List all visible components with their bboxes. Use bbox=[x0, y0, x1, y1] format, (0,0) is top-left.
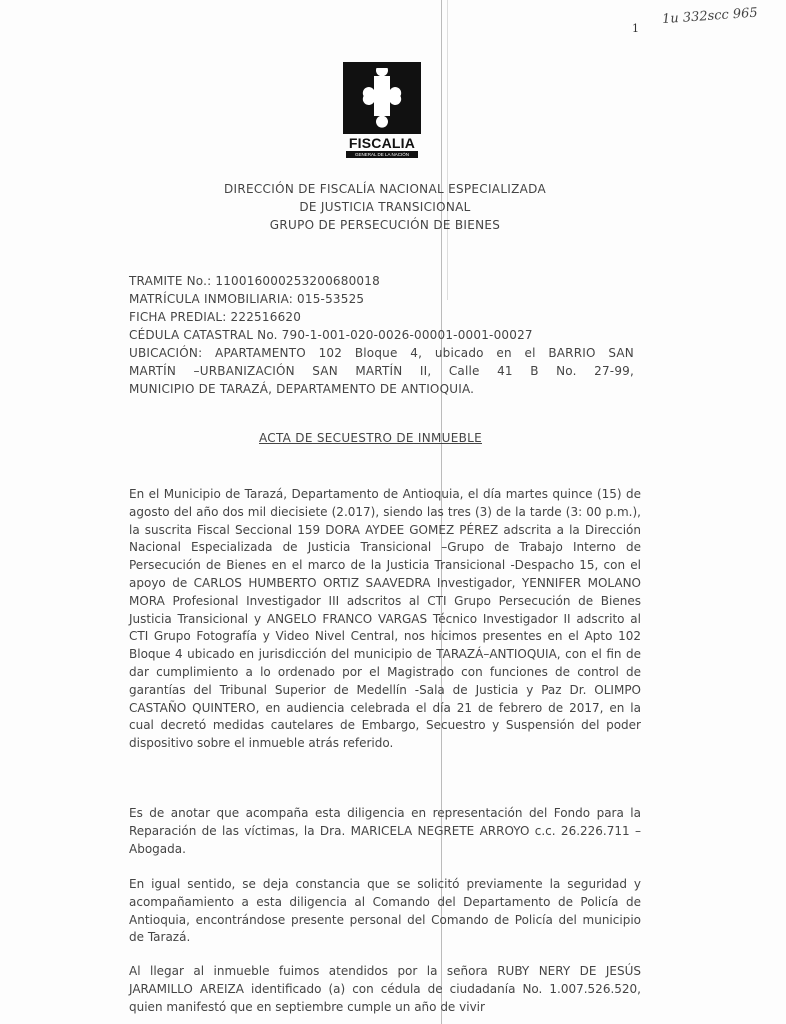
paragraph-policia: En igual sentido, se deja constancia que se solicitó previamente la seguridad y acompañamiento a esta diligencia al Comando del Departamento de Policía de Antioquia, encontrándose presente personal del Comando de Policía del municipio de Tarazá. bbox=[129, 877, 641, 945]
property-info bbox=[129, 272, 634, 398]
heading-line: DIRECCIÓN DE FISCALÍA NACIONAL ESPECIALIZADA bbox=[223, 182, 547, 196]
ficha-predial: FICHA PREDIAL: 222516620 bbox=[129, 310, 302, 324]
logo-subtitle: GENERAL DE LA NACIÓN bbox=[346, 151, 418, 158]
paragraph-fondo: Es de anotar que acompaña esta diligencia en representación del Fondo para la Reparación de las víctimas, la Dra. MARICELA NEGRETE ARROYO c.c. 26.226.711 –Abogada. bbox=[129, 806, 641, 856]
document-heading bbox=[140, 180, 630, 234]
ubicacion-line: MUNICIPIO DE TARAZÁ, DEPARTAMENTO DE ANTIOQUIA. bbox=[129, 382, 475, 396]
paragraph-intro: En el Municipio de Tarazá, Departamento de Antioquia, el día martes quince (15) de agosto del año dos mil diecisiete (2.017), siendo las tres (3) de la tarde (3: 00 p.m.), la suscrita Fiscal Seccional 159 DORA AYDEE GOMEZ PÉREZ adscrita a la Dirección Nacional Especializada de Justicia Transicional –Grupo de Trabajo Interno de Persecución de Bienes en el marco de la Justicia Transicional -Despacho 15, con el apoyo de CARLOS HUMBERTO ORTIZ SAAVEDRA Investigador, YENNIFER MOLANO MORA Profesional Investigador III adscritos al CTI Grupo Persecución de Bienes Justicia Transicional y ANGELO FRANCO VARGAS Técnico Investigador II adscrito al CTI Grupo Fotografía y Video Nivel Central, nos hicimos presentes en el Apto 102 Bloque 4 ubicado en jurisdicción del municipio de TARAZÁ–ANTIOQUIA, con el fin de dar cumplimiento a lo ordenado por el Magistrado con funciones de control de garantías del Tribunal Superior de Medellín -Sala de Justicia y Paz Dr. OLIMPO CASTAÑO QUINTERO, en audiencia celebrada el día 21 de febrero de 2017, en la cual decretó medidas cautelares de Embargo, Secuestro y Suspensión del poder dispositivo sobre el inmueble atrás referido. bbox=[129, 487, 641, 751]
logo-word: FISCALIA bbox=[348, 135, 416, 151]
page-number: 1 bbox=[632, 22, 639, 35]
document-title: ACTA DE SECUESTRO DE INMUEBLE bbox=[259, 431, 482, 445]
heading-line: DE JUSTICIA TRANSICIONAL bbox=[299, 200, 471, 214]
heading-line: GRUPO DE PERSECUCIÓN DE BIENES bbox=[269, 218, 501, 232]
scan-fold-line-secondary bbox=[447, 0, 448, 300]
ubicacion-line: MARTÍN –URBANIZACIÓN SAN MARTÍN II, Calle 41 B No. 27-99, bbox=[129, 364, 634, 378]
cedula-catastral: CÉDULA CATASTRAL No. 790-1-001-020-0026-00001-0001-00027 bbox=[129, 328, 533, 342]
fiscalia-logo bbox=[343, 62, 421, 158]
puzzle-icon bbox=[343, 62, 421, 134]
ubicacion-line: UBICACIÓN: APARTAMENTO 102 Bloque 4, ubicado en el BARRIO SAN bbox=[129, 346, 634, 360]
tramite-number: TRAMITE No.: 110016000253200680018 bbox=[129, 274, 380, 288]
matricula-inmobiliaria: MATRÍCULA INMOBILIARIA: 015-53525 bbox=[129, 292, 365, 306]
paragraph-atendidos: Al llegar al inmueble fuimos atendidos por la señora RUBY NERY DE JESÚS JARAMILLO AREIZA identificado (a) con cédula de ciudadanía No. 1.007.526.520, quien manifestó que en septiembre cumple un año de vivir bbox=[129, 964, 641, 1014]
handwritten-note: 1u 332scc 965 bbox=[661, 5, 759, 28]
